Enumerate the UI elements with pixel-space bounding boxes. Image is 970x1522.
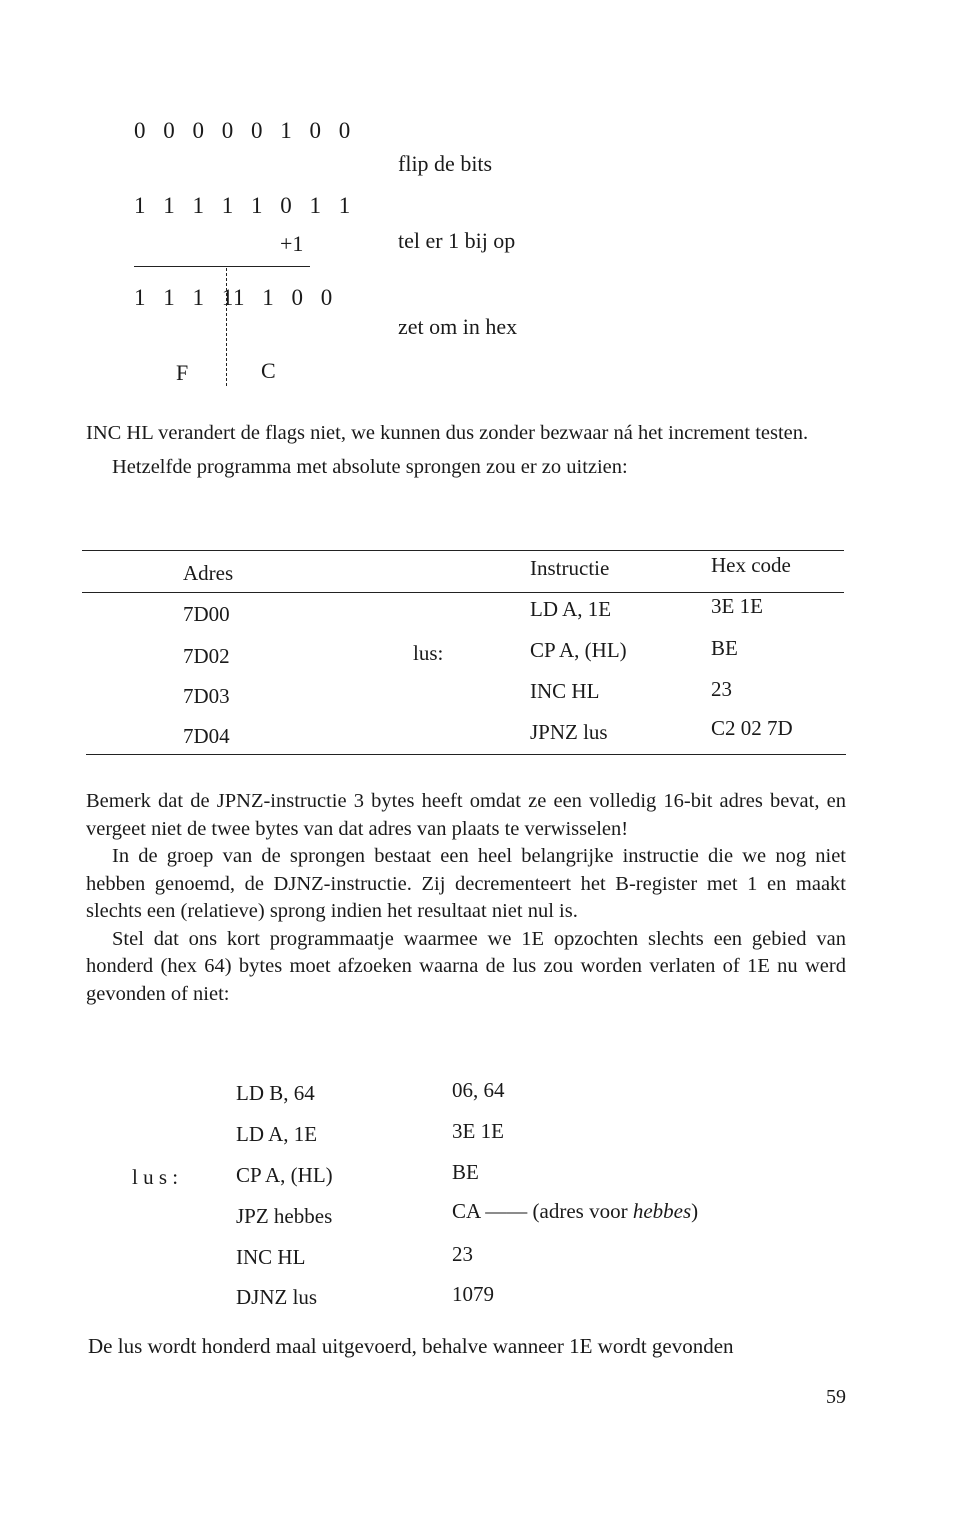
table-cell-address: 7D02 — [183, 644, 230, 668]
table-cell-label: lus: — [413, 641, 444, 665]
listing-hex: CA —— (adres voor — [452, 1199, 633, 1223]
listing-hex-tail: ) — [691, 1199, 699, 1223]
table-cell-address: 7D04 — [183, 724, 230, 748]
listing-instruction: JPZ hebbes — [236, 1204, 333, 1228]
listing-hex-label: hebbes — [632, 1199, 692, 1223]
closing-sentence: De lus wordt honderd maal uitgevoerd, behalve wanneer 1E wordt gevonden — [88, 1334, 734, 1358]
table-cell-hex: 3E 1E — [711, 594, 763, 618]
step-label-hex: zet om in hex — [398, 314, 518, 339]
table-cell-address: 7D00 — [183, 602, 230, 626]
listing-hex: BE — [452, 1160, 479, 1184]
listing-instruction: CP A, (HL) — [236, 1163, 333, 1187]
binary-row-result-low: 1 1 0 0 — [233, 285, 339, 310]
table-top-rule — [82, 550, 844, 551]
binary-row-result-high: 1 1 1 1 — [134, 285, 240, 310]
page-number: 59 — [826, 1386, 846, 1408]
paragraph: Bemerk dat de JPNZ-instructie 3 bytes heeft omdat ze een volledig 16-bit adres bevat, en vergeet niet de twee bytes van dat adres van plaats te verwisselen! — [86, 790, 846, 840]
listing-hex: 23 — [452, 1242, 473, 1266]
plus-one: +1 — [280, 231, 304, 256]
paragraph: In de groep van de sprongen bestaat een heel belangrijke instructie die we nog niet hebben genoemd, de DJNZ-instructie. Zij decrementeert het B-register met 1 en maakt slechts een (relatieve) sprong indien het resultaat niet nul is. — [86, 845, 846, 922]
listing-instruction: INC HL — [236, 1245, 306, 1269]
binary-row-flipped: 1 1 1 1 1 0 1 1 — [134, 193, 357, 218]
hex-digit-low: C — [261, 358, 276, 383]
table-cell-instruction: LD A, 1E — [530, 597, 612, 621]
paragraph: Stel dat ons kort programmaatje waarmee we 1E opzochten slechts een gebied van honderd (hex 64) bytes moet afzoeken waarna de lus zou worden verlaten of 1E nu werd gevonden of niet: — [86, 927, 846, 1005]
binary-row-original: 0 0 0 0 0 1 0 0 — [134, 118, 357, 143]
table-cell-address: 7D03 — [183, 684, 230, 708]
listing-hex: 3E 1E — [452, 1119, 504, 1143]
listing-instruction: DJNZ lus — [236, 1285, 318, 1309]
table-cell-instruction: CP A, (HL) — [530, 638, 627, 662]
step-label-add: tel er 1 bij op — [398, 228, 516, 253]
listing-hex-line — [452, 1199, 698, 1224]
step-label-flip: flip de bits — [398, 151, 493, 176]
table-cell-instruction: INC HL — [530, 679, 600, 703]
intro-text — [86, 420, 842, 481]
header-address: Adres — [183, 561, 234, 585]
header-hex: Hex code — [711, 553, 791, 577]
table-cell-hex: 23 — [711, 677, 732, 701]
table-cell-hex: BE — [711, 636, 738, 660]
listing-label: l u s : — [132, 1165, 179, 1189]
listing-hex: 1079 — [452, 1282, 494, 1306]
listing-hex: 06, 64 — [452, 1078, 505, 1102]
listing-instruction: LD B, 64 — [236, 1081, 315, 1105]
sum-rule — [134, 266, 310, 267]
body-text — [86, 788, 846, 1008]
listing-instruction: LD A, 1E — [236, 1122, 318, 1146]
table-bottom-rule — [86, 754, 846, 755]
hex-digit-high: F — [176, 360, 189, 385]
paragraph: INC HL verandert de flags niet, we kunnen dus zonder bezwaar ná het increment testen. — [86, 422, 809, 444]
table-cell-hex: C2 02 7D — [711, 716, 793, 740]
table-cell-instruction: JPNZ lus — [530, 720, 608, 744]
paragraph: Hetzelfde programma met absolute sprongen zou er zo uitzien: — [112, 455, 628, 478]
header-instruction: Instructie — [530, 556, 610, 580]
table-header-rule — [82, 592, 844, 593]
